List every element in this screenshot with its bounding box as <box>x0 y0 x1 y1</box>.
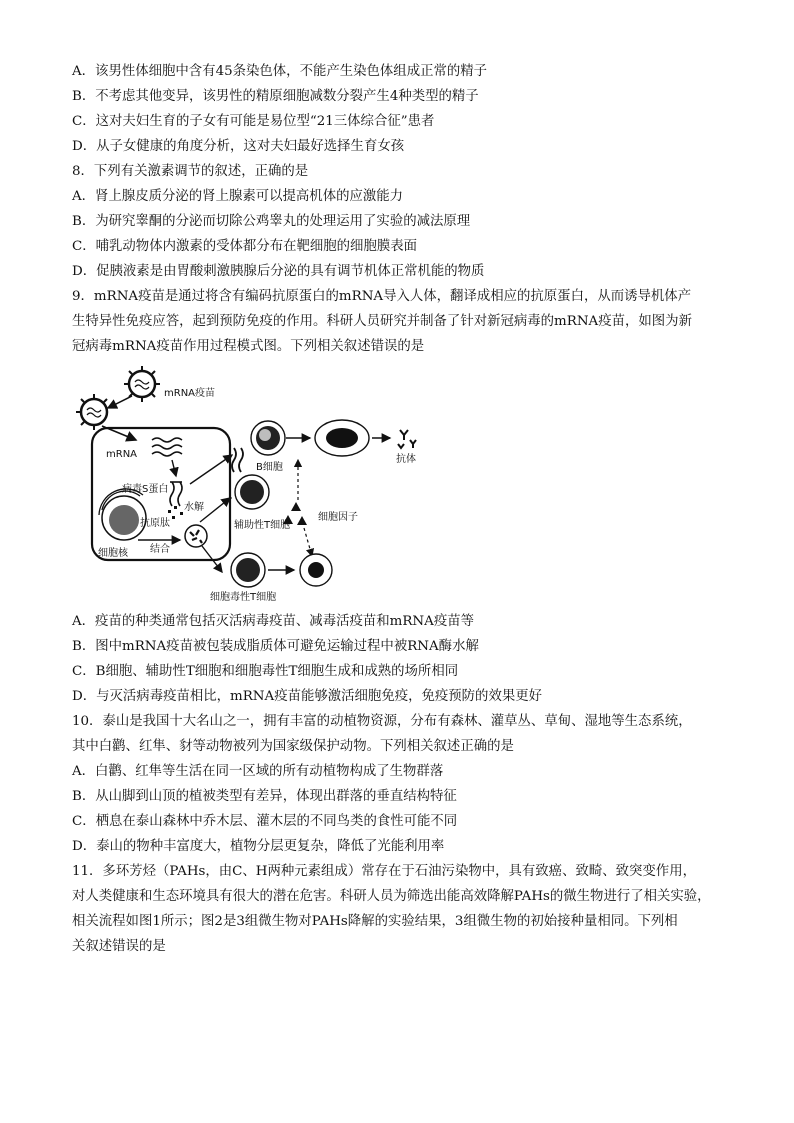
q11-stem-line-1: 11．多环芳烃（PAHs，由C、H两种元素组成）常存在于石油污染物中，具有致癌、致畸、致突变作用， <box>72 864 696 879</box>
q9-option-c: C．B细胞、辅助性T细胞和细胞毒性T细胞生成和成熟的场所相同 <box>72 664 459 679</box>
cytotoxic-t-cell-icon <box>231 553 265 587</box>
q9-stem-line-1: 9．mRNA疫苗是通过将含有编码抗原蛋白的mRNA导入人体，翻译成相应的抗原蛋白，从而诱导机体产 <box>72 289 692 304</box>
plasma-cell-icon <box>315 420 369 456</box>
label-cytotoxic-t-cell: 细胞毒性T细胞 <box>210 592 277 603</box>
label-antibody: 抗体 <box>396 454 416 465</box>
q10-option-a: A．白鹳、红隼等生活在同一区域的所有动植物构成了生物群落 <box>72 764 444 779</box>
label-nucleus: 细胞核 <box>98 548 128 559</box>
q7-option-d: D．从子女健康的角度分析，这对夫妇最好选择生育女孩 <box>72 139 405 154</box>
q8-stem: 8．下列有关激素调节的叙述，正确的是 <box>72 164 309 179</box>
antibody-icon <box>398 430 416 448</box>
q9-stem-line-2: 生特异性免疫应答，起到预防免疫的作用。科研人员研究并制备了针对新冠病毒的mRNA疫苗，如图为新 <box>72 314 692 329</box>
label-cytokine: 细胞因子 <box>318 512 358 523</box>
label-mrna-vaccine: mRNA疫苗 <box>164 388 216 399</box>
mrna-vaccine-diagram <box>72 360 432 605</box>
q10-stem-line-1: 10．泰山是我国十大名山之一，拥有丰富的动植物资源，分布有森林、灌草丛、草甸、湿地等生态系统， <box>72 714 692 729</box>
q11-stem-line-2: 对人类健康和生态环境具有很大的潜在危害。科研人员为筛选出能高效降解PAHs的微生物进行了相关实验， <box>72 889 711 904</box>
q7-option-c: C．这对夫妇生育的子女有可能是易位型“21三体综合征”患者 <box>72 114 435 129</box>
label-b-cell: B细胞 <box>256 462 283 473</box>
helper-t-cell-icon <box>235 475 269 509</box>
activated-t-cell-icon <box>300 554 332 586</box>
q7-option-b: B．不考虑其他变异，该男性的精原细胞减数分裂产生4种类型的精子 <box>72 89 479 104</box>
q9-option-a: A．疫苗的种类通常包括灭活病毒疫苗、减毒活疫苗和mRNA疫苗等 <box>72 614 474 629</box>
q8-option-a: A．肾上腺皮质分泌的肾上腺素可以提高机体的应激能力 <box>72 189 404 204</box>
antigen-complex-icon <box>185 525 207 547</box>
label-mrna: mRNA <box>106 449 138 460</box>
q10-option-c: C．栖息在泰山森林中乔木层、灌木层的不同鸟类的食性可能不同 <box>72 814 458 829</box>
nucleus-icon <box>99 489 146 540</box>
q11-stem-line-3: 相关流程如图1所示；图2是3组微生物对PAHs降解的实验结果，3组微生物的初始接种量相同。下列相 <box>72 914 678 929</box>
q8-option-c: C．哺乳动物体内激素的受体都分布在靶细胞的细胞膜表面 <box>72 239 418 254</box>
label-hydrolysis: 水解 <box>184 502 204 513</box>
q8-option-b: B．为研究睾酮的分泌而切除公鸡睾丸的处理运用了实验的减法原理 <box>72 214 471 229</box>
q9-stem-line-3: 冠病毒mRNA疫苗作用过程模式图。下列相关叙述错误的是 <box>72 339 425 354</box>
q8-option-d: D．促胰液素是由胃酸刺激胰腺后分泌的具有调节机体正常机能的物质 <box>72 264 485 279</box>
hydrolysis-fragments-icon <box>168 506 183 519</box>
label-virus-s-protein: 病毒S蛋白 <box>122 484 169 495</box>
q10-stem-line-2: 其中白鹳、红隼、豺等动物被列为国家级保护动物。下列相关叙述正确的是 <box>72 739 514 754</box>
q9-option-d: D．与灭活病毒疫苗相比，mRNA疫苗能够激活细胞免疫，免疫预防的效果更好 <box>72 689 543 704</box>
s-protein-icon <box>170 482 182 506</box>
q10-option-b: B．从山脚到山顶的植被类型有差异，体现出群落的垂直结构特征 <box>72 789 457 804</box>
vaccine-entering-icon <box>76 394 107 430</box>
label-binding: 结合 <box>150 544 170 555</box>
q10-option-d: D．泰山的物种丰富度大，植物分层更复杂，降低了光能利用率 <box>72 839 445 854</box>
mrna-strands-icon <box>152 438 182 456</box>
q9-option-b: B．图中mRNA疫苗被包装成脂质体可避免运输过程中被RNA酶水解 <box>72 639 479 654</box>
label-helper-t-cell: 辅助性T细胞 <box>234 520 291 531</box>
q11-stem-line-4: 关叙述错误的是 <box>72 939 166 954</box>
b-cell-icon <box>251 421 285 455</box>
label-antigen-peptide: 抗原肽 <box>140 518 170 529</box>
q7-option-a: A．该男性体细胞中含有45条染色体，不能产生染色体组成正常的精子 <box>72 64 488 79</box>
receptor-icon <box>232 448 243 472</box>
